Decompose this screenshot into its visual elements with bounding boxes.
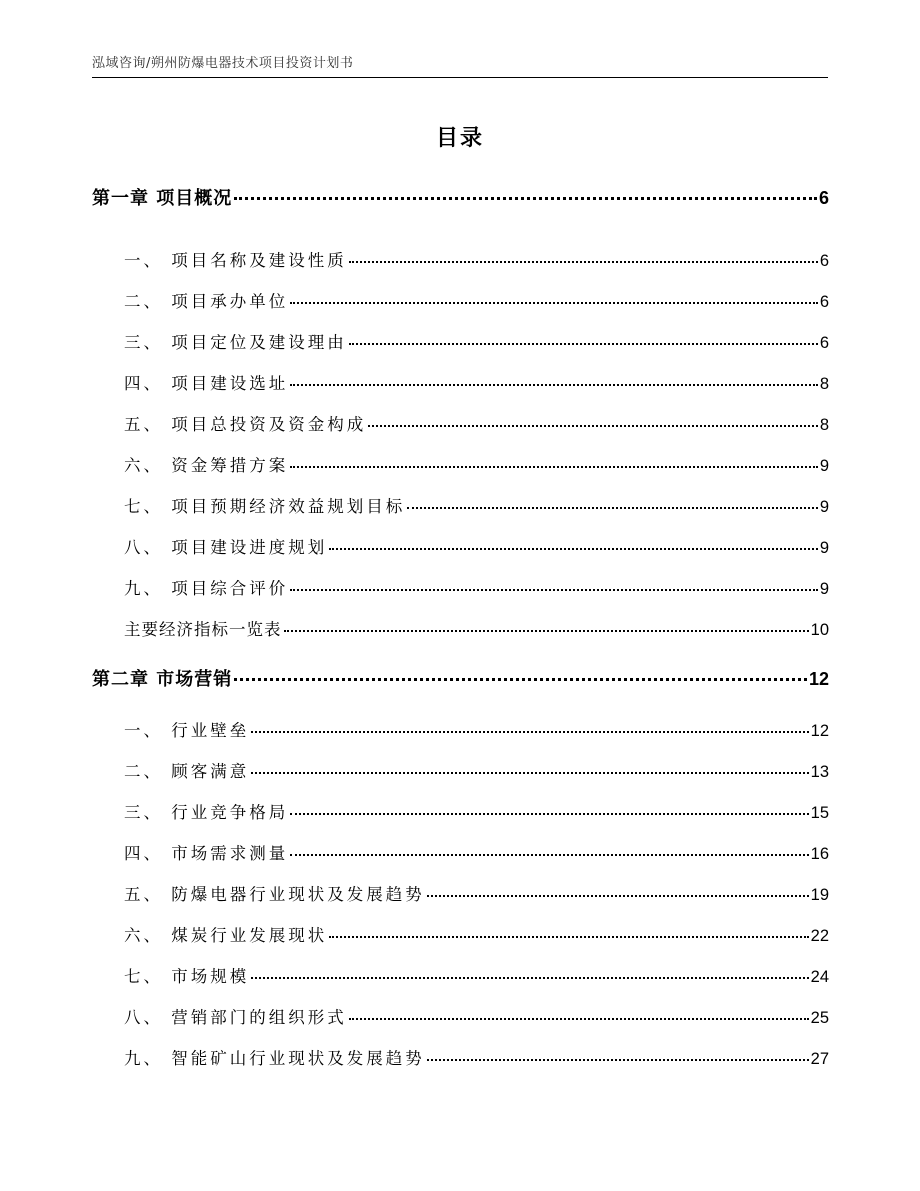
toc-entry-page: 22 xyxy=(810,927,829,945)
toc-entry-label: 第一章 项目概况 xyxy=(92,188,233,209)
dot-leader xyxy=(427,894,809,897)
dot-leader xyxy=(234,677,807,681)
toc-entry-page: 13 xyxy=(810,763,829,781)
dot-leader xyxy=(407,506,818,509)
toc-entry-label: 四、 市场需求测量 xyxy=(124,844,289,863)
toc-entry-page: 12 xyxy=(808,669,829,689)
toc-entry[interactable] xyxy=(92,616,829,640)
dot-leader xyxy=(349,342,818,345)
toc-entry-page: 25 xyxy=(810,1009,829,1027)
toc-entry-label: 三、 项目定位及建设理由 xyxy=(124,333,347,352)
toc-entry-label: 九、 智能矿山行业现状及发展趋势 xyxy=(124,1049,425,1068)
toc-entry-label: 五、 防爆电器行业现状及发展趋势 xyxy=(124,885,425,904)
toc-entry[interactable] xyxy=(92,247,829,271)
toc-entry-label: 一、 行业壁垒 xyxy=(124,721,250,740)
toc-entry-label: 主要经济指标一览表 xyxy=(124,620,282,639)
running-header: 泓域咨询/朔州防爆电器技术项目投资计划书 xyxy=(92,56,354,71)
toc-entry-page: 9 xyxy=(819,580,829,598)
dot-leader xyxy=(251,730,808,733)
toc-entry-label: 九、 项目综合评价 xyxy=(124,579,289,598)
toc-entry-page: 16 xyxy=(810,845,829,863)
toc-entry[interactable] xyxy=(92,493,829,517)
toc-entry-label: 六、 资金筹措方案 xyxy=(124,456,289,475)
toc-entry[interactable] xyxy=(92,288,829,312)
toc-entry-label: 三、 行业竞争格局 xyxy=(124,803,289,822)
toc-entry[interactable] xyxy=(92,758,829,782)
toc-entry-label: 八、 项目建设进度规划 xyxy=(124,538,328,557)
toc-entry-page: 9 xyxy=(819,457,829,475)
toc-entry-page: 8 xyxy=(819,416,829,434)
toc-entry-label: 二、 项目承办单位 xyxy=(124,292,289,311)
toc-entry[interactable] xyxy=(92,1004,829,1028)
dot-leader xyxy=(329,935,808,938)
toc-entry-label: 五、 项目总投资及资金构成 xyxy=(124,415,367,434)
toc-entry[interactable] xyxy=(92,799,829,823)
dot-leader xyxy=(349,260,818,263)
dot-leader xyxy=(251,976,808,979)
toc-entry[interactable] xyxy=(92,840,829,864)
dot-leader xyxy=(290,812,808,815)
toc-entry[interactable] xyxy=(92,329,829,353)
dot-leader xyxy=(427,1058,809,1061)
toc-entry-page: 27 xyxy=(810,1050,829,1068)
dot-leader xyxy=(290,588,818,591)
toc-entry-label: 七、 市场规模 xyxy=(124,967,250,986)
dot-leader xyxy=(290,301,818,304)
dot-leader xyxy=(349,1017,809,1020)
toc-entry[interactable] xyxy=(92,370,829,394)
toc-entry[interactable] xyxy=(92,411,829,435)
toc-entry-page: 12 xyxy=(810,722,829,740)
toc-entry-page: 6 xyxy=(818,188,829,208)
toc-entry-label: 第二章 市场营销 xyxy=(92,669,233,690)
toc-entry-label: 四、 项目建设选址 xyxy=(124,374,289,393)
dot-leader xyxy=(251,771,808,774)
dot-leader xyxy=(329,547,818,550)
dot-leader xyxy=(368,424,818,427)
toc-entry[interactable] xyxy=(92,881,829,905)
toc-entry-page: 6 xyxy=(819,334,829,352)
dot-leader xyxy=(290,853,808,856)
toc-entry-label: 八、 营销部门的组织形式 xyxy=(124,1008,347,1027)
header-divider xyxy=(92,77,828,78)
toc-title: 目录 xyxy=(435,126,484,151)
dot-leader xyxy=(290,465,818,468)
toc-entry-page: 6 xyxy=(819,252,829,270)
toc-entry-page: 15 xyxy=(810,804,829,822)
toc-entry[interactable] xyxy=(92,452,829,476)
toc-entry-page: 8 xyxy=(819,375,829,393)
toc-entry-label: 二、 顾客满意 xyxy=(124,762,250,781)
toc-entry-page: 10 xyxy=(810,621,829,639)
toc-entry[interactable] xyxy=(92,575,829,599)
toc-entry[interactable] xyxy=(92,963,829,987)
toc-entry[interactable] xyxy=(92,922,829,946)
toc-entry-page: 6 xyxy=(819,293,829,311)
toc-entry[interactable] xyxy=(92,1045,829,1069)
toc-entry-chapter-1[interactable] xyxy=(92,184,829,210)
dot-leader xyxy=(290,383,818,386)
dot-leader xyxy=(234,196,817,200)
toc-entry-label: 六、 煤炭行业发展现状 xyxy=(124,926,328,945)
toc-entry[interactable] xyxy=(92,717,829,741)
toc-entry-label: 一、 项目名称及建设性质 xyxy=(124,251,347,270)
toc-entry-page: 9 xyxy=(819,539,829,557)
toc-entry-page: 24 xyxy=(810,968,829,986)
toc-entry-page: 19 xyxy=(810,886,829,904)
toc-entry[interactable] xyxy=(92,534,829,558)
toc-entry-page: 9 xyxy=(819,498,829,516)
dot-leader xyxy=(284,629,809,632)
toc-entry-chapter-2[interactable] xyxy=(92,665,829,691)
toc-entry-label: 七、 项目预期经济效益规划目标 xyxy=(124,497,406,516)
